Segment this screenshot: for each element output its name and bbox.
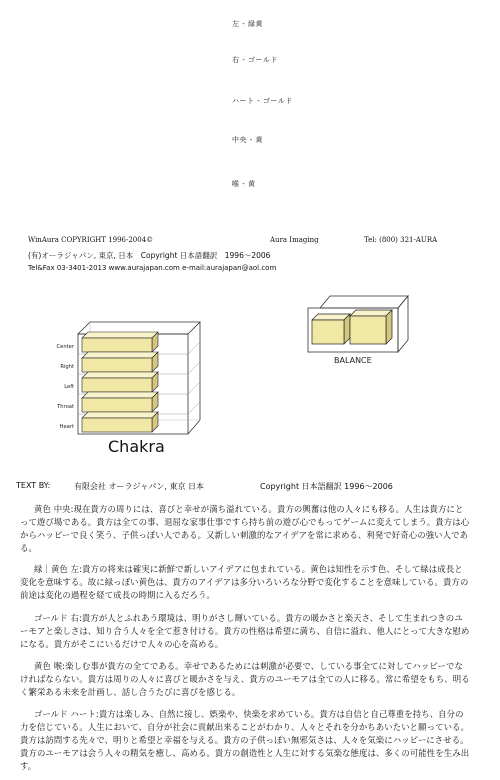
chakra-bar-heart	[82, 412, 158, 432]
color-label-heart: ハート - ゴールド	[232, 97, 293, 105]
chakra-row-label: Left	[64, 384, 74, 390]
paragraph-left: 緑｜黄色 左:貴方の将来は確実に新鮮で新しいアイデアに包まれている。黄色は知性を示す色、そして緑は成長と変化を意味する。故に緑っぽい黄色は、貴方のアイデアは多分いろいろな分野で変化することを意味している。貴方の前途は変化の過程を経て成長の時期に入るだろう。	[20, 564, 469, 600]
chakra-row-label: Throat	[57, 404, 74, 410]
color-label-left: 左 - 緑黄	[232, 20, 263, 28]
chakra-bar-right	[82, 352, 158, 372]
balance-box-right	[350, 310, 392, 344]
contact-line: Tel&Fax 03-3401-2013 www.aurajapan.com e-mail:aurajapan@aol.com	[28, 264, 277, 272]
company-copyright: (有)オーラジャパン, 東京, 日本 Copyright 日本語翻訳 1996〜2006	[28, 251, 271, 260]
winaura-copyright: WinAura COPYRIGHT 1996-2004©	[28, 236, 154, 244]
chakra-title: Chakra	[108, 437, 165, 456]
chakra-row-label: Center	[56, 344, 74, 350]
text-by-label: TEXT BY:	[16, 481, 51, 490]
balance-frame-side	[398, 296, 408, 352]
paragraph-throat: 黄色 喉:楽しむ事が貴方の全てである。幸せであるためには刺激が必要で、している事全てに対してハッピーでなければならない。貴方は周りの人々に喜びと暖かさを与え、貴方のユーモアは全ての人に移る。常に希望をもち、明るく繁栄ある未来を計画し、話し合うたびに喜びを感じる。	[20, 661, 470, 697]
chakra-row-label: Heart	[59, 424, 74, 430]
color-label-center: 中央 - 黄	[232, 136, 263, 144]
tel-number: Tel: (800) 321-AURA	[364, 236, 438, 244]
paragraph-right: ゴールド 右:貴方が人とふれあう環境は、明りがさし輝いている。貴方の暖かさと楽天さ、そして生まれつきのユーモアと楽しさは、知り合う人々を全て惹き付ける。貴方の性格は希望に満ち、自信に溢れ、他人にとって大きな慰めになる。貴方がそこにいるだけで人々の心を高める。	[20, 613, 470, 649]
chakra-row-label: Right	[60, 364, 74, 370]
color-label-throat: 喉 - 黄	[232, 180, 256, 188]
paragraph-center: 黄色 中央:現在貴方の周りには、喜びと幸せが満ち溢れている。貴方の興奮は他の人々にも移る。人生は貴方にとって遊び場である。貴方は全ての事、退屈な家事仕事ですら持ち前の遊び心でもってゲームに変えてしまう。貴方は心からハッピーで良く笑う、子供っぽい人である。又新しい刺激的なアイデアを常に求める、利発で好奇心の強い人である。	[20, 504, 470, 553]
balance-chart	[300, 290, 420, 370]
paragraph-heart: ゴールド ハート:貴方は楽しみ、自然に接し、娯楽や、快楽を求めている。貴方は自信と自己尊重を持ち、自分の力を信じている。人生において、自分が社会に貢献出来ることがわかり、人々とそれを分かちあいたいと願っている。貴方は訪問する先々で、明りと希望と幸福を与える。貴方の子供っぽい無邪気さは、人々を気楽にハッピーにさせる。貴方のユーモアは会う人々の精気を癒し、高める。貴方の創造性と人生に対する気楽な態度は、多くの可能性を生み出す。	[20, 709, 470, 771]
aura-imaging-label: Aura Imaging	[270, 236, 319, 244]
balance-title: BALANCE	[334, 356, 372, 365]
chakra-bar-left	[82, 372, 158, 392]
chakra-bar-center	[82, 332, 158, 352]
color-label-right: 右 - ゴールド	[232, 56, 278, 64]
chakra-bar-throat	[82, 392, 158, 412]
balance-box-left	[312, 314, 350, 344]
text-by-company: 有限会社 オーラジャパン, 東京 日本	[74, 482, 205, 491]
text-by-copyright: Copyright 日本語翻訳 1996〜2006	[260, 482, 393, 491]
balance-frame-top	[320, 296, 408, 308]
